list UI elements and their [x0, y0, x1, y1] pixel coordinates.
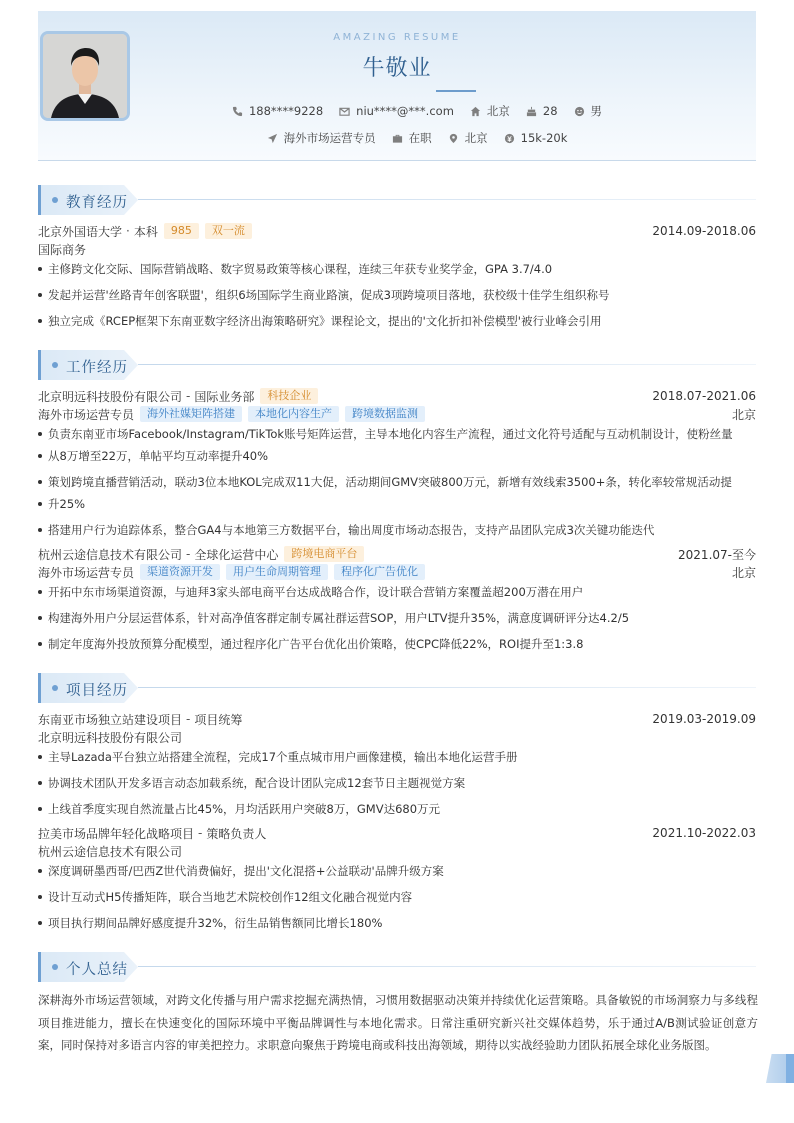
section-divider: [138, 364, 756, 365]
work-city: 北京: [731, 565, 756, 580]
separator: ·: [126, 224, 130, 238]
summary-section-header: [38, 952, 756, 982]
project-headline: [38, 710, 756, 728]
role-tag: 跨境数据监测: [345, 406, 425, 422]
status-item: [392, 130, 432, 146]
briefcase-icon: [392, 133, 403, 144]
project-org: 杭州云途信息技术有限公司: [38, 844, 183, 859]
email-text: niu****@***.com: [356, 104, 454, 118]
gender-text: 男: [590, 104, 603, 118]
role-tag: 海外社媒矩阵搭建: [140, 406, 242, 422]
list-item: 深度调研墨西哥/巴西Z世代消费偏好，提出'文化混搭+公益联动'品牌升级方案: [38, 860, 756, 882]
section-divider: [138, 687, 756, 688]
education-section-header: [38, 185, 756, 215]
work-headline: [38, 545, 756, 563]
list-item: 设计互动式H5传播矩阵，联合当地艺术院校创作12组文化融合视觉内容: [38, 886, 756, 908]
degree: 本科: [133, 224, 158, 239]
list-item: 制定年度海外投放预算分配模型，通过程序化广告平台优化出价策略，使CPC降低22%，ROI提升至1:3.8: [38, 633, 756, 655]
summary-text: 深耕海外市场运营领域，对跨文化传播与用户需求挖掘充满热情，习惯用数据驱动决策并持续优化运营策略。具备敏锐的市场洞察力与多线程项目推进能力，擅长在快速变化的国际环境中平衡品牌调性与本地化需求。日常注重研究新兴社交媒体趋势，乐于通过A/B测试验证创意方案，同时保持对多语言内容的审美把控力。求职意向聚焦于跨境电商或科技出海领域，期待以实战经验助力团队拓展全球化业务版图。: [38, 993, 758, 1052]
role-tag: 本地化内容生产: [248, 406, 339, 422]
section-dot: [52, 197, 58, 203]
status-text: 在职: [408, 131, 432, 145]
section-divider: [138, 199, 756, 200]
email-item: [339, 104, 454, 118]
money-icon: [504, 133, 515, 144]
job-role: 海外市场运营专员: [38, 407, 135, 422]
project-org: 北京明远科技股份有限公司: [38, 730, 183, 745]
gender-icon: [574, 106, 585, 117]
company-tag: 科技企业: [260, 388, 318, 404]
name-underline: [436, 90, 476, 92]
salary-text: 15k-20k: [520, 131, 568, 145]
phone-text: 188****9228: [248, 104, 324, 118]
candidate-name: 牛敬业: [362, 56, 432, 81]
gender-item: [574, 103, 603, 119]
project-org-row: [38, 728, 756, 746]
home-icon: [470, 106, 481, 117]
department: 国际业务部: [194, 389, 255, 404]
intent-row: [38, 130, 756, 146]
role-tag: 程序化广告优化: [334, 564, 425, 580]
age-text: 28: [542, 104, 558, 118]
cake-icon: [526, 106, 537, 117]
city-item: [470, 103, 510, 119]
project-role: 项目统筹: [194, 712, 243, 727]
corner-accent: [786, 1054, 794, 1083]
project-name: 拉美市场品牌年轻化战略项目: [38, 826, 195, 841]
project-role: 策略负责人: [206, 826, 267, 841]
list-item: 主修跨文化交际、国际营销战略、数字贸易政策等核心课程，连续三年获专业奖学金，GPA 3.7/4.0: [38, 258, 756, 280]
send-icon: [267, 133, 278, 144]
role-tag: 渠道资源开发: [140, 564, 220, 580]
section-title: 个人总结: [66, 962, 128, 978]
work-headline: [38, 387, 756, 405]
section-title: 教育经历: [66, 195, 128, 211]
phone-icon: [232, 106, 243, 117]
education-major-row: [38, 240, 756, 258]
contact-row: [38, 103, 756, 119]
separator: -: [186, 547, 191, 561]
projects-section-header: [38, 673, 756, 703]
list-item: 项目执行期间品牌好感度提升32%，衍生品销售额同比增长180%: [38, 912, 756, 934]
work-period: 2018.07-2021.06: [652, 389, 756, 403]
separator: -: [186, 712, 191, 726]
work-role-row: [38, 563, 756, 581]
section-title: 工作经历: [66, 360, 128, 376]
resume-header: [38, 11, 756, 161]
target-city-item: [448, 130, 488, 146]
city-text: 北京: [486, 104, 510, 118]
section-dot: [52, 362, 58, 368]
target-position-text: 海外市场运营专员: [283, 131, 376, 145]
email-icon: [339, 106, 350, 117]
section-title: 项目经历: [66, 683, 128, 699]
list-item: 搭建用户行为追踪体系，整合GA4与本地第三方数据平台，输出周度市场动态报告，支持产品团队完成3次关键功能迭代: [38, 519, 756, 541]
major: 国际商务: [38, 242, 87, 257]
list-item-continuation: 从8万增至22万，单帖平均互动率提升40%: [38, 445, 756, 467]
list-item: 构建海外用户分层运营体系，针对高净值客群定制专属社群运营SOP，用户LTV提升35%，满意度调研评分达4.2/5: [38, 607, 756, 629]
corner-decoration: [766, 1054, 794, 1083]
section-dot: [52, 685, 58, 691]
list-item: 策划跨境直播营销活动，联动3位本地KOL完成双11大促，活动期间GMV突破800万元，新增有效线索3500+条，转化率较常规活动提: [38, 471, 756, 493]
company-name: 杭州云途信息技术有限公司: [38, 547, 183, 562]
section-divider: [138, 966, 756, 967]
school-tag: 双一流: [205, 223, 252, 239]
work-role-row: [38, 405, 756, 423]
age-item: [526, 104, 558, 118]
location-icon: [448, 133, 459, 144]
work-city: 北京: [731, 407, 756, 422]
target-position-item: [267, 130, 376, 146]
separator: -: [186, 389, 191, 403]
education-headline: [38, 222, 756, 240]
company-name: 北京明远科技股份有限公司: [38, 389, 183, 404]
project-headline: [38, 824, 756, 842]
project-period: 2019.03-2019.09: [652, 712, 756, 726]
list-item: 主导Lazada平台独立站搭建全流程，完成17个重点城市用户画像建模，输出本地化运营手册: [38, 746, 756, 768]
target-city-text: 北京: [464, 131, 488, 145]
list-item: 负责东南亚市场Facebook/Instagram/TikTok账号矩阵运营，主导本地化内容生产流程，通过文化符号适配与互动机制设计，使粉丝量: [38, 423, 756, 445]
role-tag: 用户生命周期管理: [226, 564, 328, 580]
project-name: 东南亚市场独立站建设项目: [38, 712, 183, 727]
school-name: 北京外国语大学: [38, 224, 123, 239]
list-item-continuation: 升25%: [38, 493, 756, 515]
header-tagline: AMAZING RESUME: [333, 32, 461, 43]
list-item: 独立完成《RCEP框架下东南亚数字经济出海策略研究》课程论文，提出的'文化折扣补偿模型'被行业峰会引用: [38, 310, 756, 332]
project-period: 2021.10-2022.03: [652, 826, 756, 840]
list-item: 发起并运营'丝路青年创客联盟'，组织6场国际学生商业路演，促成3项跨境项目落地，获校级十佳学生组织称号: [38, 284, 756, 306]
separator: -: [198, 826, 203, 840]
list-item: 协调技术团队开发多语言动态加载系统，配合设计团队完成12套节日主题视觉方案: [38, 772, 756, 794]
work-period: 2021.07-至今: [678, 547, 756, 562]
list-item: 上线首季度实现自然流量占比45%，月均活跃用户突破8万，GMV达680万元: [38, 798, 756, 820]
phone-item: [232, 104, 323, 118]
education-period: 2014.09-2018.06: [652, 224, 756, 238]
job-role: 海外市场运营专员: [38, 565, 135, 580]
list-item: 开拓中东市场渠道资源，与迪拜3家头部电商平台达成战略合作，设计联合营销方案覆盖超200万潜在用户: [38, 581, 756, 603]
work-section-header: [38, 350, 756, 380]
school-tag: 985: [164, 223, 199, 239]
section-dot: [52, 964, 58, 970]
department: 全球化运营中心: [194, 547, 279, 562]
company-tag: 跨境电商平台: [284, 546, 364, 562]
project-org-row: [38, 842, 756, 860]
salary-item: [504, 131, 568, 145]
